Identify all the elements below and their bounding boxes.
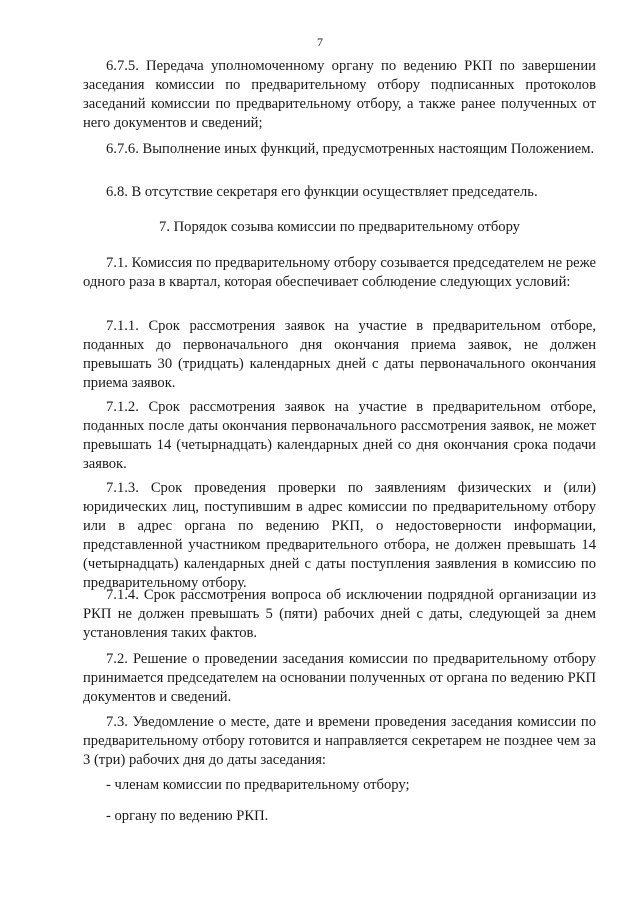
page-number: 7 [317,35,323,49]
paragraph-7-1: 7.1. Комиссия по предварительному отбору созывается председателем не реже одного раза в квартал, которая обеспечивает соблюдение следующих условий: [83,255,596,290]
paragraph-6-7-5: 6.7.5. Передача уполномоченному органу по ведению РКП по завершении заседания комиссии по предварительному отбору подписанных протоколов заседаний комиссии по предварительному отбору, а также ранее полученных от него документов и сведений; [83,58,596,131]
list-item-commission-members: - членам комиссии по предварительному отбору; [106,777,410,793]
paragraph-7-3: 7.3. Уведомление о месте, дате и времени проведения заседания комиссии по предварительному отбору готовится и направляется секретарем не позднее чем за 3 (три) рабочих дня до даты заседания: [83,714,596,768]
paragraph-6-8: 6.8. В отсутствие секретаря его функции осуществляет председатель. [106,184,538,200]
paragraph-7-2: 7.2. Решение о проведении заседания комиссии по предварительному отбору принимается председателем на основании полученных от органа по ведению РКП документов и сведений. [83,651,596,705]
paragraph-6-7-6: 6.7.6. Выполнение иных функций, предусмотренных настоящим Положением. [106,141,595,157]
paragraph-7-1-3: 7.1.3. Срок проведения проверки по заявлениям физических и (или) юридических лиц, поступившим в адрес комиссии по предварительному отбору или в адрес органа по ведению РКП, о недостоверности информации, представленной участником предварительного отбора, не должен превышать 14 (четырнадцать) календарных дней с даты поступления заявления в комиссию по предварительному отбору. [83,480,596,591]
paragraph-7-1-4: 7.1.4. Срок рассмотрения вопроса об исключении подрядной организации из РКП не должен превышать 5 (пяти) рабочих дней с даты, следующей за днем установления таких фактов. [83,587,596,641]
section-heading: 7. Порядок созыва комиссии по предварительному отбору [159,219,520,235]
list-item-rkp-authority: - органу по ведению РКП. [106,808,269,824]
paragraph-7-1-2: 7.1.2. Срок рассмотрения заявок на участие в предварительном отборе, поданных после даты окончания первоначального рассмотрения заявок, не может превышать 14 (четырнадцать) календарных дней со дня окончания срока подачи заявок. [83,399,596,472]
paragraph-7-1-1: 7.1.1. Срок рассмотрения заявок на участие в предварительном отборе, поданных до первоначального дня окончания приема заявок, не должен превышать 30 (тридцать) календарных дней с даты первоначального окончания приема заявок. [83,318,596,391]
